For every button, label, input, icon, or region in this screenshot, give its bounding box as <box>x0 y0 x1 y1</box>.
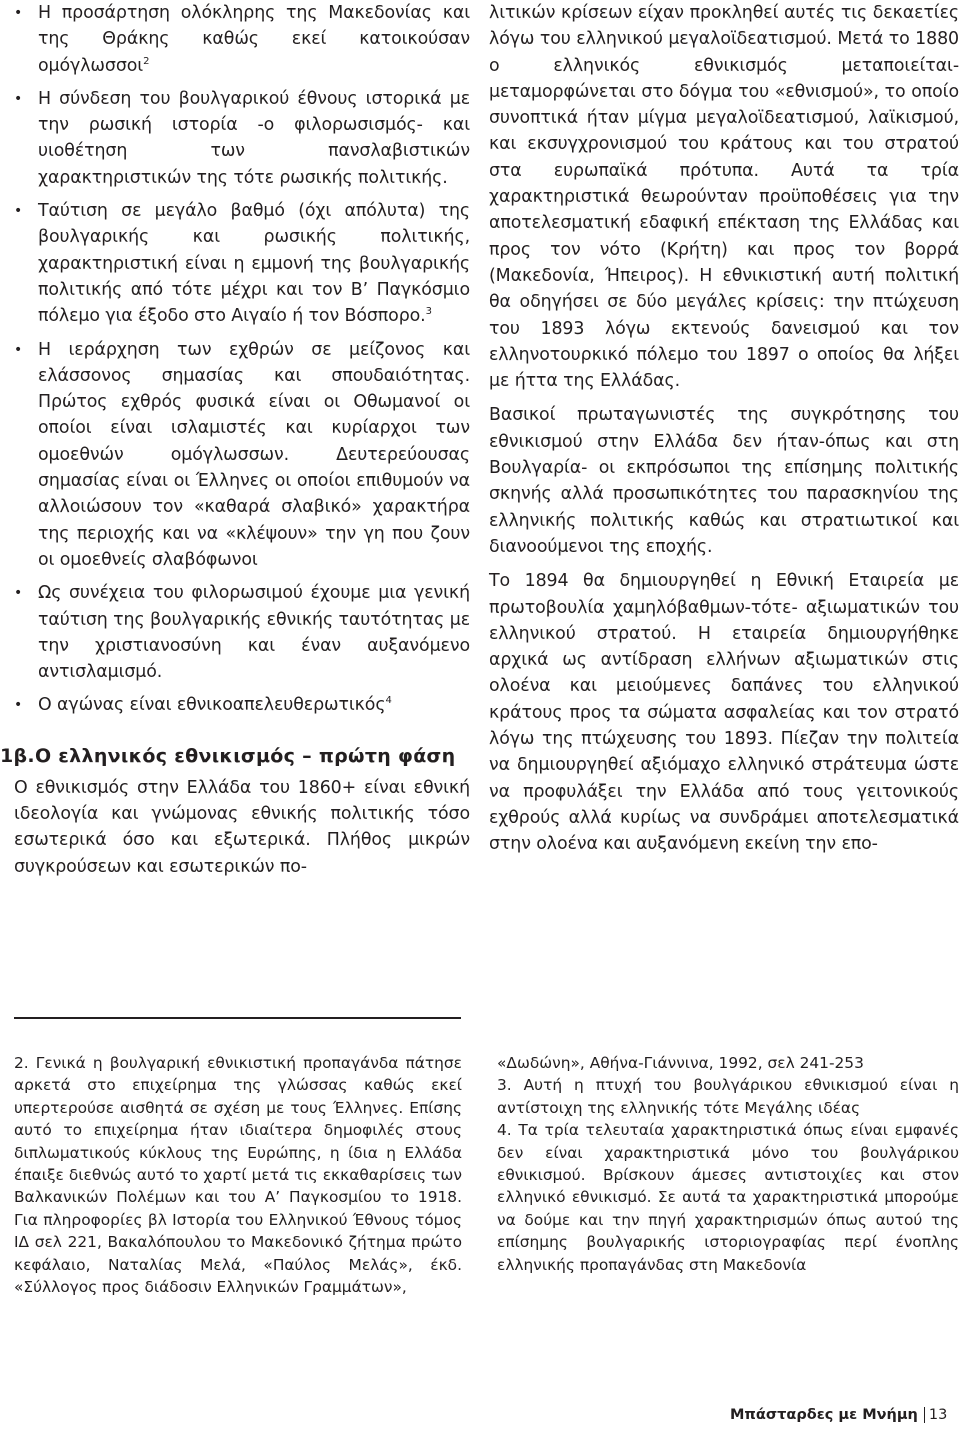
list-item <box>14 86 470 191</box>
bullet-marker: • <box>14 697 23 714</box>
list-item <box>14 692 470 718</box>
section-heading: 1β.Ο ελληνικός εθνικισμός – πρώτη φάση <box>0 744 456 767</box>
bullet-marker: • <box>14 90 23 107</box>
page-footer <box>730 1406 947 1424</box>
footnote: 2. Γενικά η βουλγαρική εθνικιστική προπαγάνδα πάτησε αρκετά στο επιχείρημα της γλώσσας καθώς εκεί υπερτερούσε αισθητά σε σχέση με τους Έλληνες. Επίσης αυτό το επιχείρημα ήταν ιδιαίτερα δημοφιλές στους διπλωματικούς κύκλους της Ευρώπης, η ίδια η Ελλάδα έπαιξε διεθνώς αυτό το χαρτί μετά τις εκκαθαρίσεις των Βαλκανικών Πολέμων και του Α’ Παγκοσμίου το 1918. Για πληροφορίες βλ Ιστορία του Ελληνικού Έθνους τόμος ΙΔ σελ 221, Βακαλόπουλου το Μακεδονικό ζήτημα πρώτο κεφάλαιο, Ναταλίας Μελά, «Παύλος Μελάς», έκδ. «Σύλλογος προς διάδοσιν Ελληνικών Γραμμάτων», <box>14 1054 462 1297</box>
list-item <box>14 337 470 574</box>
bullet-marker: • <box>14 5 23 21</box>
body-paragraph: Ο εθνικισμός στην Ελλάδα του 1860+ είναι εθνική ιδεολογία και γνώμονας εθνικής πολιτικής τόσο εσωτερικά όσο και εξωτερικά. Πλήθος μικρών συγκρούσεων και εσωτερικών πο- <box>14 777 470 877</box>
body-paragraph: Το 1894 θα δημιουργηθεί η Εθνική Εταιρεία με πρωτοβουλία χαμηλόβαθμων-τότε- αξιωματικών του ελληνικού στρατού. Η εταιρεία δημιουργήθηκε αρχικά ως αντίδραση ελλήνων αξιωματικών στις ολοένα και μειούμενες δαπάνες του ελληνικού κράτους προς τα σώματα ασφαλείας και τον στρατό λόγω της πτώχευσης του 1893. Πίεζαν την πολιτεία να δημιουργηθεί αξιόμαχο ελληνικό στράτευμα ώστε να προφυλάξει την Ελλάδα από τους γειτονικούς εχθρούς αλλά κυρίως να συνδράμει αποτελεσματικά στην ολοένα και αυξανόμενη εκείνη την επο- <box>489 571 959 855</box>
footnote-ref[interactable]: 3 <box>425 306 432 318</box>
body-paragraph: Βασικοί πρωταγωνιστές της συγκρότησης του εθνικισμού στην Ελλάδα δεν ήταν-όπως και στη Βουλγαρία- οι εκπρόσωποι της επίσημης πολιτικής σκηνής αλλά προσωπικότητες του παρασκηνίου της ελληνικής πολιτικής καθώς και στρατιωτικοί και διανοούμενοι της εποχής. <box>489 405 959 557</box>
footnote-ref[interactable]: 4 <box>385 695 392 707</box>
bullet-text: Ταύτιση σε μεγάλο βαθμό (όχι απόλυτα) της βουλγαρικής και ρωσικής πολιτικής, χαρακτηριστική είναι η εμμονή της βουλγαρικής πολιτικής από τότε μέχρι και τον Β’ Παγκόσμιο πόλεμο για έξοδο στο Αιγαίο ή τον Βόσπορο. <box>38 201 470 327</box>
footnote: «Δωδώνη», Αθήνα-Γιάννινα, 1992, σελ 241-253 <box>497 1054 864 1072</box>
right-column <box>489 0 959 866</box>
publication-title: Μπάσταρδες με Μνήμη <box>730 1407 925 1423</box>
footnotes-right <box>497 1052 959 1276</box>
list-item <box>14 198 470 329</box>
footnote: 3. Αυτή η πτυχή του βουλγάρικου εθνικισμού είναι η αντίστοιχη της ελληνικής τότε Μεγάλης ιδέας <box>497 1076 959 1117</box>
bullet-text: Ο αγώνας είναι εθνικοαπελευθερωτικός <box>38 695 386 716</box>
bullet-text: Η σύνδεση του βουλγαρικού έθνους ιστορικά με την ρωσική ιστορία -ο φιλορωσισμός- και υιοθέτηση των πανσλαβιστικών χαρακτηριστικών της τότε ρωσικής πολιτικής. <box>38 88 470 188</box>
bullet-marker: • <box>14 203 23 220</box>
left-column <box>0 0 470 888</box>
footnote-ref[interactable]: 2 <box>143 55 150 67</box>
bullet-marker: • <box>14 341 23 358</box>
footnotes-left <box>14 1052 462 1298</box>
footnote-divider <box>14 1017 461 1019</box>
bullet-text: Η προσάρτηση ολόκληρης της Μακεδονίας και της Θράκης καθώς εκεί κατοικούσαν ομόγλωσσοι <box>38 3 470 76</box>
bullet-text: Ως συνέχεια του φιλορωσιμού έχουμε μια γενική ταύτιση της βουλγαρικής εθνικής ταυτότητας με την χριστιανοσύνη και έναν αυξανόμενο αντισλαμισμό. <box>38 583 470 683</box>
page-number: 13 <box>928 1407 948 1423</box>
list-item <box>14 0 470 79</box>
bullet-text: Η ιεράρχηση των εχθρών σε μείζονος και ελάσσονος σημασίας και σπουδαιότητας. Πρώτος εχθρός φυσικά είναι οι Οθωμανοί οι οποίοι είναι ισλαμιστές και κυρίαρχοι των ομοεθνών ομόγλωσσων. Δευτερεύουσας σημασίας είναι οι Έλληνες οι οποίοι επιθυμούν να αλλοιώσουν τον «καθαρά σλαβικό» χαρακτήρα της περιοχής και να «κλέψουν» την γη που ζουν οι ομοεθνείς σλαβόφωνοι <box>38 339 470 570</box>
list-item <box>14 580 470 685</box>
body-paragraph: λιτικών κρίσεων είχαν προκληθεί αυτές τις δεκαετίες λόγω του ελληνικού μεγαλοϊδεατισμού. Μετά το 1880 ο ελληνικός εθνικισμός μεταποιείται-μεταμορφώνεται στο δόγμα του «εθνισμού», το οποίο συνοπτικά ήταν μίγμα μεγαλοϊδεατισμού, λαϊκισμού, και εκσυγχρονισμού του κράτους και του στρατού στα ευρωπαϊκά πρότυπα. Αυτά τα τρία χαρακτηριστικά θεωρούνταν προϋποθέσεις για την αποτελεσματική εδαφική επέκταση της Ελλάδας και προς τον νότο (Κρήτη) και προς τον βορρά (Μακεδονία, Ήπειρος). Η εθνικιστική αυτή πολιτική θα οδηγήσει σε δύο μεγάλες κρίσεις: την πτώχευση του 1893 λόγω εκτενούς δανεισμού και τον ελληνοτουρκικό πόλεμο του 1897 ο οποίος θα λήξει με ήττα της Ελλάδας. <box>489 3 959 392</box>
bullet-marker: • <box>14 585 23 602</box>
footnote: 4. Τα τρία τελευταία χαρακτηριστικά όπως είναι εμφανές δεν είναι χαρακτηριστικά μόνο του βουλγάρικου εθνικισμού. Βρίσκουν άμεσες αντιστοιχίες και στον ελληνικό εθνικισμό. Σε αυτά τα χαρακτηριστικά μπορούμε να δούμε και την πηγή χαρακτηρισμών όπως αυτού της επίσημης βουλγαρικής ιστοριογραφίας περί ένοπλης ελληνικής προπαγάνδας στη Μακεδονία <box>497 1121 959 1274</box>
characteristics-list <box>14 0 470 719</box>
